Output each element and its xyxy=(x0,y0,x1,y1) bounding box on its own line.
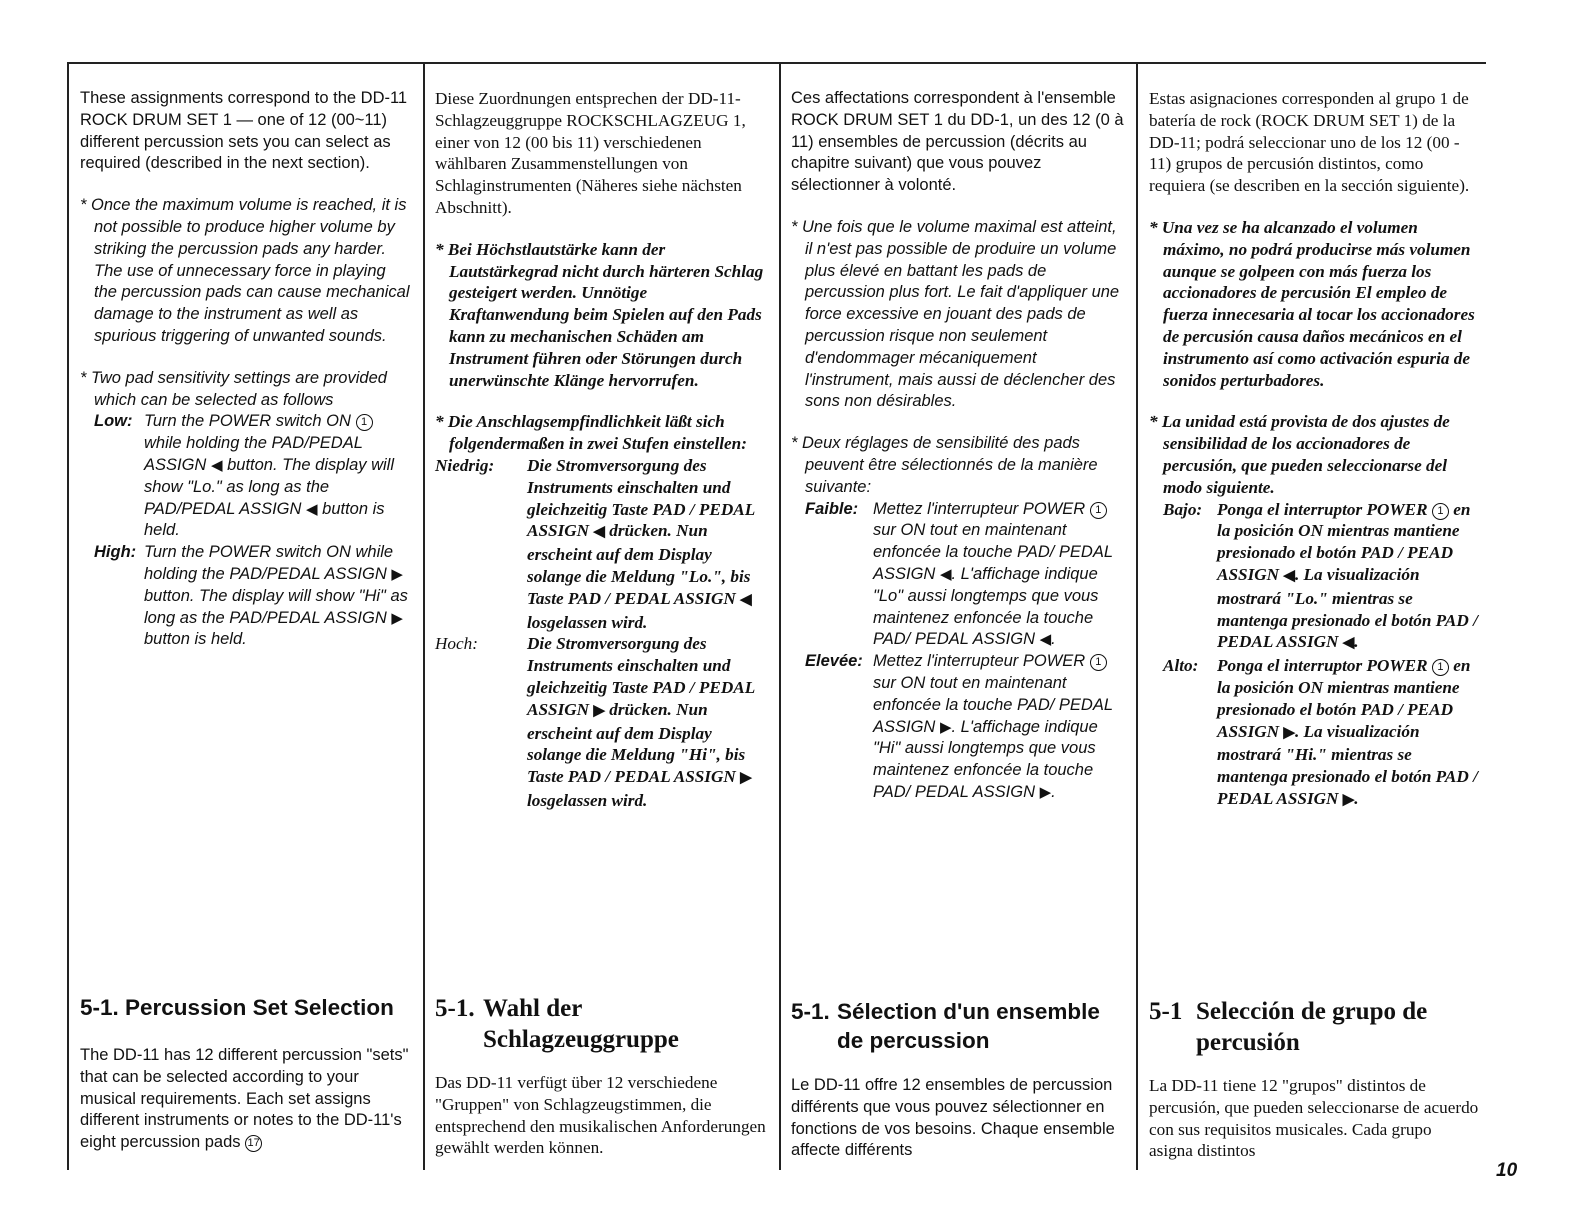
top-rule-col2 xyxy=(425,62,779,64)
section-body-german: Das DD-11 verfügt über 12 verschiedene "Gruppen" von Schlagzeugstimmen, die entsprechend den musikalischen Anforderungen gewählt werden können. xyxy=(435,1073,766,1158)
sensitivity-settings xyxy=(791,499,1126,804)
high-text-d: . xyxy=(1051,782,1056,801)
heading-line-1: Sélection d'un ensemble xyxy=(837,999,1100,1024)
section-body-english-text: The DD-11 has 12 different percussion "sets" that can be selected according to your musical requirements. Each set assigns different instruments or notes to the DD-11's eight percussion pads xyxy=(80,1046,409,1152)
high-setting xyxy=(805,651,1126,804)
section-heading-english: 5-1. Percussion Set Selection xyxy=(80,995,394,1020)
high-text-b: en la posición ON mientras mantiene presionado el botón PAD / PEAD ASSIGN xyxy=(1217,656,1471,741)
low-setting xyxy=(1163,499,1479,656)
heading-number: 5-1 xyxy=(1149,998,1183,1025)
heading-number: 5-1. xyxy=(435,995,475,1022)
left-arrow-icon: ◀ xyxy=(1342,635,1355,652)
low-setting xyxy=(435,455,770,633)
heading-line-2: percusión xyxy=(1196,1029,1300,1056)
right-arrow-icon: ▶ xyxy=(740,770,752,787)
high-text-d: . xyxy=(1354,788,1359,808)
sensitivity-note: * Deux réglages de sensibilité des pads peuvent être sélectionnés de la manière suivante: xyxy=(791,434,1098,496)
low-text-d: button is held. xyxy=(144,499,385,540)
low-text-a: Die Stromversorgung des Instruments einschalten und gleichzeitig Taste PAD / PEDAL ASSIGN xyxy=(527,455,755,541)
high-text-a: Mettez l'interrupteur POWER xyxy=(873,652,1086,671)
low-text-a: Mettez l'interrupteur POWER xyxy=(873,499,1086,518)
left-arrow-icon: ◀ xyxy=(1283,567,1295,584)
high-setting xyxy=(1163,655,1479,812)
high-text-a: Turn the POWER switch ON while holding the PAD/PEDAL ASSIGN xyxy=(144,543,394,583)
high-text-b: sur ON tout en maintenant enfoncée la touche PAD/ PEDAL ASSIGN xyxy=(873,673,1113,736)
right-arrow-icon: ▶ xyxy=(1342,791,1355,808)
sensitivity-note: * Die Anschlagsempfindlichkeit läßt sich folgendermaßen in zwei Stufen einstellen: xyxy=(435,412,747,454)
high-label: High: xyxy=(94,543,137,562)
right-arrow-icon: ▶ xyxy=(939,718,952,736)
left-arrow-icon: ◀ xyxy=(306,500,318,518)
sensitivity-note: * La unidad está provista de dos ajustes de sensibilidad de los accionadores de percusión, que pueden seleccionarse del modo siguiente. xyxy=(1149,412,1450,497)
sensitivity-note: * Two pad sensitivity settings are provided which can be selected as follows xyxy=(80,368,387,409)
low-text-c: . L'affichage indique "Lo" aussi longtemps que vous maintenez enfoncée la touche PAD/ PEDAL ASSIGN xyxy=(873,564,1099,649)
sensitivity-settings xyxy=(80,411,410,651)
low-text-d: . xyxy=(1354,632,1359,652)
column-divider-4 xyxy=(1136,62,1138,1170)
low-text-d: . xyxy=(1051,630,1056,649)
intro-paragraph: These assignments correspond to the DD-11 ROCK DRUM SET 1 — one of 12 (00~11) different percussion sets you can select as required (described in the next section). xyxy=(80,89,408,173)
low-setting xyxy=(805,499,1126,652)
intro-paragraph: Diese Zuordnungen entsprechen der DD-11-Schlagzeuggruppe ROCKSCHLAGZEUG 1, einer von 12 (00 bis 11) verschiedenen wählbaren Zusammenstellungen von Schlaginstrumenten (Näheres siehe nächsten Abschnitt). xyxy=(435,89,746,217)
low-label: Low: xyxy=(94,412,133,431)
sensitivity-settings xyxy=(1149,499,1479,812)
low-text-b: en la posición ON mientras mantiene presionado el botón PAD / PEAD ASSIGN xyxy=(1217,499,1471,584)
low-text-a: Ponga el interruptor POWER xyxy=(1217,499,1428,519)
section-body-french: Le DD-11 offre 12 ensembles de percussion différents que vous pouvez sélectionner en fonctions de vos besoins. Chaque ensemble affecte différents xyxy=(791,1076,1115,1160)
low-label: Niedrig: xyxy=(435,455,495,475)
low-label: Bajo: xyxy=(1163,499,1203,519)
right-arrow-icon: ▶ xyxy=(593,702,605,719)
sensitivity-settings xyxy=(435,455,770,812)
volume-note: * Une fois que le volume maximal est atteint, il n'est pas possible de produire un volume plus élevé en battant les pads de percussion plus fort. Le fait d'appliquer une force excessive en jouant des pads de percussion risque non seulement d'endommager mécaniquement l'instrument, mais aussi de déclencher des sons non désirables. xyxy=(791,217,1120,411)
low-setting xyxy=(94,411,410,542)
high-text-c: . L'affichage indique "Hi" aussi longtemps que vous maintenez enfoncée la touche PAD/ PEDAL ASSIGN xyxy=(873,717,1098,801)
volume-note: * Una vez se ha alcanzado el volumen máximo, no podrá producirse más volumen aunque se golpeen con más fuerza los accionadores de percusión El empleo de fuerza innecesaria al tocar los accionadores de percusión causa daños mecánicos en el instrumento así como activación espuria de sonidos perturbadores. xyxy=(1149,217,1475,390)
low-text-c: . La visualización mostrará "Lo." mientras se mantenga presionado el botón PAD / PEDAL ASSIGN xyxy=(1217,564,1478,652)
top-rule-col4 xyxy=(1138,62,1486,64)
heading-line-2: de percussion xyxy=(837,1028,990,1053)
high-text-c: losgelassen wird. xyxy=(527,790,648,810)
page-number: 10 xyxy=(1496,1160,1518,1181)
left-arrow-icon: ◀ xyxy=(210,456,223,474)
left-arrow-icon: ◀ xyxy=(1039,631,1052,649)
power-switch-circle-icon: 1 xyxy=(1432,503,1449,520)
column-divider-3 xyxy=(779,62,781,1170)
column-french xyxy=(791,88,1126,804)
high-text-a: Ponga el interruptor POWER xyxy=(1217,656,1428,676)
low-text-c: losgelassen wird. xyxy=(527,612,648,632)
high-label: Elevée: xyxy=(805,652,863,671)
top-rule-col1 xyxy=(67,62,423,64)
power-switch-circle-icon: 1 xyxy=(356,414,373,431)
volume-note: * Bei Höchstlautstärke kann der Lautstärkegrad nicht durch härteren Schlag gesteigert werden. Unnötige Kraftanwendung beim Spielen auf den Pads kann zu mechanischen Schäden am Instrument führen oder Störungen durch unerwünschte Klänge hervorrufen. xyxy=(435,239,764,390)
low-text-b: sur ON tout en maintenant enfoncée la touche PAD/ PEDAL ASSIGN xyxy=(873,521,1113,583)
power-switch-circle-icon: 1 xyxy=(1090,502,1107,519)
power-switch-circle-icon: 1 xyxy=(1432,659,1449,676)
section-heading-french xyxy=(791,997,1131,1055)
low-text-b: while holding the PAD/PEDAL ASSIGN xyxy=(144,434,363,474)
column-divider-1 xyxy=(67,62,69,1170)
right-arrow-icon: ▶ xyxy=(391,609,403,627)
percussion-pads-circle-icon: 17 xyxy=(245,1135,262,1152)
heading-line-1: Wahl der xyxy=(483,995,583,1022)
high-setting xyxy=(435,633,770,811)
left-arrow-icon: ◀ xyxy=(740,591,752,608)
right-arrow-icon: ▶ xyxy=(391,565,403,583)
low-text-b: drücken. Nun erscheint auf dem Display solange die Meldung "Lo.", bis Taste PAD / PEDAL ASSIGN xyxy=(527,521,751,608)
power-switch-circle-icon: 1 xyxy=(1090,654,1107,671)
section-heading-german xyxy=(435,993,770,1055)
high-setting xyxy=(94,542,410,651)
section-body-english xyxy=(80,1045,412,1154)
intro-paragraph: Estas asignaciones corresponden al grupo 1 de batería de rock (ROCK DRUM SET 1) de la DD-11; podrá seleccionar uno de los 12 (00 - 11) grupos de percusión distintos, como requiera (se describen en la sección siguiente). xyxy=(1149,89,1470,196)
intro-paragraph: Ces affectations correspondent à l'ensemble ROCK DRUM SET 1 du DD-1, un des 12 (0 à 11) ensembles de percussion (décrits au chapitre suivant) que vous pouvez sélectionner à volonté. xyxy=(791,89,1124,195)
low-text-a: Turn the POWER switch ON xyxy=(144,412,351,431)
low-text-c: button. The display will show "Lo." as long as the PAD/PEDAL ASSIGN xyxy=(144,455,395,518)
volume-note: * Once the maximum volume is reached, it is not possible to produce higher volume by striking the percussion pads any harder. The use of unnecessary force in playing the percussion pads can cause mechanical damage to the instrument as well as spurious triggering of unwanted sounds. xyxy=(80,196,410,345)
high-text-b: drücken. Nun erscheint auf dem Display solange die Meldung "Hi", bis Taste PAD / PEDAL ASSIGN xyxy=(527,699,746,787)
section-body-spanish: La DD-11 tiene 12 "grupos" distintos de percusión, que pueden seleccionarse de acuerdo con sus requisitos musicales. Cada grupo asigna distintos xyxy=(1149,1076,1479,1161)
section-heading-spanish xyxy=(1149,996,1484,1058)
heading-line-2: Schlagzeuggruppe xyxy=(483,1026,679,1053)
low-label: Faible: xyxy=(805,499,859,518)
high-label: Hoch: xyxy=(435,634,478,654)
heading-number: 5-1. xyxy=(791,999,830,1024)
right-arrow-icon: ▶ xyxy=(1039,783,1052,801)
column-spanish xyxy=(1149,88,1479,812)
high-text-c: . La visualización mostrará "Hi." mientras se mantenga presionado el botón PAD / PEDAL ASSIGN xyxy=(1217,721,1478,808)
left-arrow-icon: ◀ xyxy=(939,565,952,583)
right-arrow-icon: ▶ xyxy=(1283,724,1295,741)
high-text-c: button is held. xyxy=(144,630,247,649)
high-label: Alto: xyxy=(1163,656,1199,676)
heading-line-1: Selección de grupo de xyxy=(1196,998,1428,1025)
top-rule-col3 xyxy=(781,62,1136,64)
high-text-b: button. The display will show "Hi" as long as the PAD/PEDAL ASSIGN xyxy=(144,586,408,627)
high-text-a: Die Stromversorgung des Instruments einschalten und gleichzeitig Taste PAD / PEDAL ASSIGN xyxy=(527,634,755,719)
column-english xyxy=(80,88,410,651)
left-arrow-icon: ◀ xyxy=(593,524,605,541)
column-divider-2 xyxy=(423,62,425,1170)
column-german xyxy=(435,88,770,812)
